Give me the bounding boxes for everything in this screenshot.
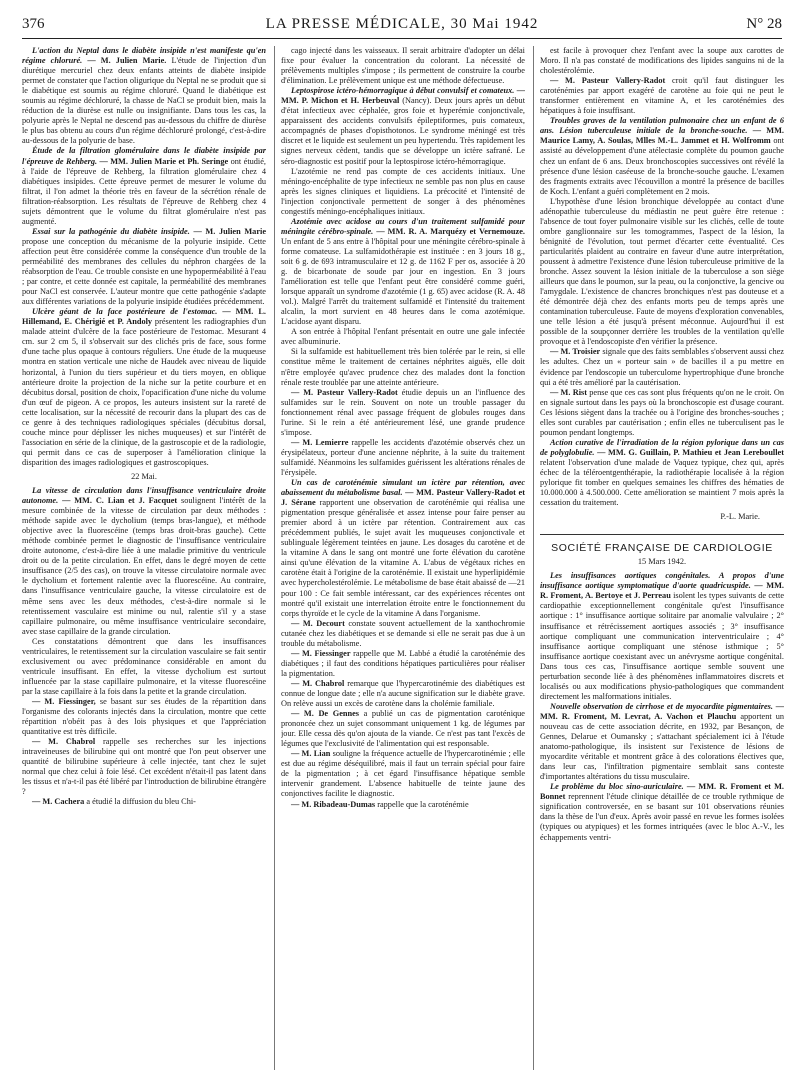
article-body: est facile à provoquer chez l'enfant avec la soupe aux carottes de Moro. Il n'a pas constaté de modifications des lipides sanguins ni de la cholestérolémie. xyxy=(540,46,784,76)
article-paragraph xyxy=(281,167,525,217)
article-paragraph xyxy=(22,737,266,797)
article-body: reprennent l'étude clinique détaillée de ce trouble rythmique de signification controversée, en se basant sur 101 observations réunies dans la thèse de l'un d'eux. Après avoir passé en revue les formes isolées (typiques ou atypiques) et les formes intriquées (avec le bloc A.-V., les échappements ventri- xyxy=(540,792,784,842)
article-authors: — MM. C. Lian et J. Facquet xyxy=(58,496,178,506)
column-1 xyxy=(22,46,266,1070)
article-paragraph xyxy=(540,347,784,387)
article-title: Action curative de l'irradiation de la région pylorique dans un cas de polyglobulie. xyxy=(540,437,784,457)
article-authors: — MM. R. Froment, A. Bertoye et J. Perreau xyxy=(540,581,784,601)
article-authors: — M. Fiessinger xyxy=(291,648,351,658)
session-date: 22 Mai. xyxy=(131,471,157,481)
article-body: souligne la fréquence actuelle de l'hypercarotinémie ; elle est due au régime déséquilibré, mais il faut un terrain spécial pour faire de la pigmentation ; à cet égard l'insuffisance hépatique semble intervenir grandement. L'absence habituelle de teinte jaune des conjonctives facilite le diagnostic. xyxy=(281,749,525,799)
article-title: L'action du Neptal dans le diabète insipide n'est manifeste qu'en régime chloruré. xyxy=(22,46,266,66)
article-paragraph xyxy=(22,697,266,737)
article-paragraph xyxy=(281,347,525,387)
article-paragraph xyxy=(281,46,525,86)
article-title: Nouvelle observation de cirrhose et de myocardite pigmentaires. xyxy=(550,701,773,711)
article-paragraph xyxy=(281,709,525,749)
article-title: Ulcère géant de la face postérieure de l'estomac. xyxy=(32,307,218,317)
article-body: A son entrée à l'hôpital l'enfant présentait en outre une gale infectée avec albuminurie. xyxy=(281,327,525,347)
article-authors: — MM. R. A. Marquézy et Vernemouze. xyxy=(373,226,525,236)
article-body: rappelle que la caroténémie xyxy=(375,799,469,809)
article-body: pense que ces cas sont plus fréquents qu'on ne le croit. On en signale surtout dans les pays où la bronchoscopie est d'usage courant. Ces lésions siègent dans la trachée ou à l'origine des bronches-souches ; elles sont curables par cautérisation ; enfin elles ne tuberculisent pas le poumon pendant longtemps. xyxy=(540,387,784,437)
article-title: Troubles graves de la ventilation pulmonaire chez un enfant de 6 ans. Lésion tuberculeuse initiale de la bronche-souche. xyxy=(540,116,784,136)
article-paragraph xyxy=(540,571,784,702)
article-authors: — M. Chabrol xyxy=(32,737,96,747)
article-authors: — MM. L. Hillemand, E. Chérigié et P. Andoly xyxy=(22,307,266,327)
author-signature: P.-L. Marie. xyxy=(720,512,760,522)
article-body: Un enfant de 5 ans entre à l'hôpital pour une méningite cérébro-spinale à forme comateuse. La sulfamidothérapie est instituée : en 3 jours 18 g., soit 6 g. de 693 intramusculaire et 12 g. de 1162 F per os, associée à 20 g. de bicarbonate de soude par jour en ingestion. En 3 jours l'amélioration est telle que l'enfant peut être considéré comme guéri, lorsque apparaît un syndrome d'azotémie (1 g. 65) avec acidose (R. A. 48 vol.). Malgré l'arrêt du traitement sulfamidé et l'intensité du traitement alcalin, la mort survient en 48 heures dans le coma azotémique. L'acidose ayant disparu. xyxy=(281,236,525,327)
article-paragraph xyxy=(540,702,784,782)
article-body: Si la sulfamide est habituellement très bien tolérée par le rein, si elle constitue même le traitement de certaines néphrites aiguës, elle doit n'être employée qu'avec prudence chez des malades dont la fonction rénale reste troublée par une atteinte antérieure. xyxy=(281,347,525,387)
article-authors: — M. Cachera xyxy=(32,797,85,807)
article-authors: — MM. Maurice Lamy, A. Soulas, Mlles M.-L. Jammet et H. Wolfromm xyxy=(540,126,784,146)
article-body: propose une conception du mécanisme de la polyurie insipide. Cette affection peut être considérée comme la conséquence d'un trouble de la perméabilité des membranes des cellules du néphron chargées de la réabsorption de l'eau. Ce trouble consiste en une hypoperméabilité à l'eau ; par contre, et cette donnée est capitale, la perméabilité des membranes pour NaCl est conservée. L'auteur montre que cette pathogénie s'adapte aux différentes variations de la polyurie insipide étudiées précédemment. xyxy=(22,236,266,307)
issue-number: N° 28 xyxy=(746,16,782,32)
article-authors: — M. De Gennes xyxy=(291,709,360,719)
article-paragraph xyxy=(281,649,525,679)
article-authors: — M. Pasteur Vallery-Radot xyxy=(291,387,398,397)
article-authors: — MM. P. Michon et H. Herbeuval xyxy=(281,86,525,106)
article-paragraph xyxy=(281,217,525,328)
page-header xyxy=(22,14,782,40)
article-paragraph xyxy=(540,76,784,116)
article-authors: — MM. Pasteur Vallery-Radot et J. Sérane xyxy=(281,488,525,508)
article-body: signale que des faits semblables s'observent aussi chez les adultes. Chez un « porteur sain » de bacilles il a pu mettre en évidence par l'endoscopie un tuberculome hypertrophique d'une bronche qui a été très amélioré par la cautérisation. xyxy=(540,347,784,387)
article-authors: — M. Pasteur Vallery-Radot xyxy=(550,76,666,86)
article-body: relatent l'observation d'une malade de Vaquez typique, chez qui, après échec de la téléroentgenthérapie, la radiothérapie localisée à la région pylorique fit tomber en quelques semaines les chiffres des hématies de 10.000.000 à 4.500.000. Cette amélioration se maintient 7 mois après la cessation du traitement. xyxy=(540,457,784,508)
article-paragraph xyxy=(281,438,525,478)
article-authors: — M. Julien Marie xyxy=(189,226,266,236)
article-paragraph xyxy=(540,46,784,76)
article-paragraph xyxy=(281,679,525,709)
article-body: (Nancy). Deux jours après un début d'état infectieux avec céphalée, gros foie et hyperémie conjonctivale, apparaissent des accidents convulsifs épileptiformes, puis comateux, accompagnés de phases d'opisthotonos. Le syndrome méningé est très discret et le liquide est seulement un peu hypertendu. Très rapidement les signes nerveux cèdent, tandis que se développe un ictère safrané. Le séro-diagnostic est positif pour la leptospirose ictéro-hémorragique. xyxy=(281,96,525,166)
article-paragraph xyxy=(281,327,525,347)
article-title: Un cas de caroténémie simulant un ictère par rétention, avec abaissement du métabolisme basal. xyxy=(281,478,525,498)
article-paragraph xyxy=(22,307,266,468)
article-authors: — MM. R. Froment, M. Levrat, A. Vachon et Plauchu xyxy=(540,701,784,721)
article-paragraph xyxy=(281,800,525,810)
article-title: Azotémie avec acidose au cours d'un traitement sulfamidé pour méningite cérébro-spinale. xyxy=(281,216,525,236)
column-2 xyxy=(281,46,525,1070)
article-authors: — M. Ribadeau-Dumas xyxy=(291,799,376,809)
article-paragraph xyxy=(281,86,525,166)
article-title: Le problème du bloc sino-auriculaire. xyxy=(550,782,684,792)
article-body: rappelle que M. Labbé a étudié la caroténémie des diabétiques ; il faut des conditions hépatiques particulières pour réaliser la pigmentation. xyxy=(281,648,525,678)
article-body: rappelle les accidents d'azotémie observés chez un érysipélateux, porteur d'une ancienne néphrite, à la suite du traitement sulfamidé. Néanmoins les sulfamides guérissent les altérations rénales de l'érysipèle. xyxy=(281,437,525,477)
article-body: soulignent l'intérêt de la mesure combinée de la vitesse de circulation par deux méthodes : méthode sapide avec le dycholium (temps bras-langue), et méthode objective avec la fluorescéine (temps bras droit-bras gauche). Cette méthode combinée permet le diagnostic de l'insuffisance ventriculaire droite autonome, c'est-à-dire liée à une maladie primitive du ventricule droit ou de la petite circulation. En effet, dans le degré moyen de cette insuffisance (2/5 des cas), on trouve la vitesse circulatoire normale avec le dycholium et fortement ralentie avec la fluorescéine. Au contraire, dans l'insuffisance ventriculaire gauche, la vitesse circulatoire est de même sens avec les deux méthodes, c'est-à-dire normale si le retentissement vasculaire est minime ou nul, ralentie s'il y a stase capillaire pulmonaire, ou même insuffisance ventriculaire secondaire, avec stase capillaire de la grande circulation. xyxy=(22,496,266,636)
column-3 xyxy=(540,46,784,1070)
article-body: rapportent une observation de caroténémie qui réalisa une pigmentation presque généralisée et assez intense pour faire penser au premier abord à un ictère par rétention. Contrairement aux cas précédemment publiés, le sujet avait les muqueuses conjonctivale et sublinguale légèrement teintées en jaune. Les dosages du carotène et de la vitamine A dans le sang ont montré une forte élévation du carotène ainsi qu'une élévation de la vitamine A. L'abus de végétaux riches en carotène était à l'origine de la caroténémie. Il existait une hyperlipidémie avec hypercholestérolémie. Le métabolisme de base était abaissé de —21 pour 100 : Ce fait semble intéressant, car des expériences récentes ont montré qu'il existait une interrelation étroite entre le fonctionnement du corps thyroïde et le cycle de la vitamine A dans l'organisme. xyxy=(281,498,525,618)
article-title: La vitesse de circulation dans l'insuffisance ventriculaire droite autonome. xyxy=(22,486,266,506)
article-body: cago injecté dans les vaisseaux. Il serait arbitraire d'adopter un délai fixe pour évaluer la concentration du colorant. La nécessité de prélèvements multiples s'impose ; ils permettent de construire la courbe d'élimination. Le prélèvement unique est une méthode défectueuse. xyxy=(281,46,525,86)
article-authors: — M. Julien Marie. xyxy=(82,56,167,66)
society-heading: SOCIÉTÉ FRANÇAISE DE CARDIOLOGIE xyxy=(540,534,784,553)
article-body: remarque que l'hypercarotinémie des diabétiques est connue de longue date ; elle n'a aucune signification sur le diabète grave. On relève aussi un excès de carotène dans la cholémie familiale. xyxy=(281,678,525,709)
article-paragraph xyxy=(540,438,784,508)
article-paragraph xyxy=(281,478,525,619)
article-body: étudie depuis un an l'influence des sulfamides sur le rein. Souvent on note un trouble passager du fonctionnement rénal avec passage fréquent de globules rouges dans l'urine. Si le rein a été antérieurement lésé, une grande prudence s'impose. xyxy=(281,387,525,437)
article-authors: — M. Lemierre xyxy=(291,437,349,447)
article-body: ont étudié, à l'aide de l'épreuve de Rehberg, la filtration glomérulaire chez 4 diabétiques insipides. Cette épreuve permet de mesurer le volume du filtrat, il l'on admet la théorie très en faveur de la sécrétion rénale de filtration-réabsorption. Les résultats de l'épreuve de Rehberg chez 4 sujets démontrent que le volume du filtrat glomérulaire n'est pas augmenté. xyxy=(22,156,266,226)
article-title: Leptospirose ictéro-hémorragique à début convulsif et comateux. xyxy=(291,86,515,96)
article-body: apportent un nouveau cas de cette association décrite, en 1932, par Besançon, de Gennes, Delarue et Oumansky ; s'attachant spécialement ici à l'étude anatomo-pathologique, ils insistent sur l'existence de lésions de myocardite véritable et montrent grâce à des colorations électives que, dans leur cas, l'infiltration pigmentaire semblait sans conteste d'importantes altérations du tissu musculaire. xyxy=(540,711,784,782)
article-authors: — MM. Julien Marie et Ph. Seringe xyxy=(97,156,229,166)
page-number: 376 xyxy=(22,16,45,32)
article-body: croit qu'il faut distinguer les caroténémies par apport exagéré de carotène au foie qui ne peut le transformer entièrement en vitamine A, et les caroténémies des hépatiques à foie insuffisant. xyxy=(540,76,784,116)
article-authors: — M. Lian xyxy=(291,749,331,759)
article-title: Les insuffisances aortiques congénitales. A propos d'une insuffisance aortique symptomatique d'aorte quadricuspide. xyxy=(540,571,784,591)
session-date: 15 Mars 1942. xyxy=(637,557,687,567)
article-authors: — M. Chabrol xyxy=(291,678,345,688)
column-divider xyxy=(274,46,275,1070)
article-body: constate souvent actuellement de la xanthochromie cutanée chez les diabétiques et se demande si elle ne serait pas due à un trouble du métabolisme. xyxy=(281,618,525,648)
article-title: Étude de la filtration glomérulaire dans le diabète insipide par l'épreuve de Rehberg. xyxy=(22,146,266,166)
article-paragraph xyxy=(22,46,266,146)
article-authors: — M. Rist xyxy=(550,387,588,397)
column-divider xyxy=(533,46,534,1070)
article-paragraph xyxy=(540,116,784,196)
article-body: se basant sur ses études de la répartition dans l'organisme des colorants injectés dans la circulation, montre que cette répartition n'obéit pas à des lois physiques et que l'appréciation quantitative est très difficile. xyxy=(22,697,266,737)
article-paragraph xyxy=(540,388,784,438)
article-body: L'hypothèse d'une lésion bronchique développée au contact d'une adénopathie tuberculeuse du médiastin ne peut guère être retenue : l'absence de tout foyer pulmonaire visible sur les clichés, celle de toute ombre ganglionnaire sur les tomogrammes, l'aspect de la lésion, la bénignité de l'évolution, tout permet d'écarter cette éventualité. Ces particularités plaident au contraire en faveur d'une autre interprétation, poussent à admettre l'existence d'une lésion tuberculeuse primitive de la bronche. Assez souvent la lésion initiale de la tuberculose a son siège ailleurs que dans le poumon, sur la peau, ou la conjonctive, la gencive ou l'amygdale. L'existence de chancres bronchiques n'est pas douteuse et a été démontrée déjà chez des enfants morts peu de temps après une contamination tuberculeuse. Faute de moyens d'exploration convenables, une telle lésion a été jusqu'à présent méconnue. Aujourd'hui il est possible de la soupçonner derrière les troubles de la ventilation qu'elle provoque et à l'endoscopiste d'en vérifier la présence. xyxy=(540,196,784,347)
header-rule xyxy=(22,38,782,39)
article-authors: — MM. R. Froment et M. Bonnet xyxy=(540,782,784,802)
article-body: Ces constatations démontrent que dans les insuffisances ventriculaires, le retentissement sur la circulation vasculaire se fait sentir exclusivement ou avec prédominance considérable en amont du ventricule insuffisant. En effet, la vitesse dycholium est surtout influencée par la stase capillaire pulmonaire, et la vitesse fluorescéine par la stase capillaire à la fois dans la petite et la grande circulation. xyxy=(22,636,266,696)
article-paragraph xyxy=(281,388,525,438)
article-authors: — MM. G. Guillain, P. Mathieu et Jean Lereboullet xyxy=(594,447,784,457)
article-paragraph xyxy=(22,146,266,226)
article-title: Essai sur la pathogénie du diabète insipide. xyxy=(32,226,190,236)
article-paragraph xyxy=(281,619,525,649)
article-body: ont assisté au développement d'une atélectasie complète du poumon gauche chez un enfant de 6 ans. Deux bronchoscopies successives ont révélé la présence d'une lésion caséeuse de la bronche-souche gauche. L'examen des fragments extraits avec l'écouvillon a montré la présence de bacilles de Koch. L'enfant a guéri complètement en 2 mois. xyxy=(540,136,784,196)
article-paragraph xyxy=(22,797,266,807)
article-body: a publié un cas de pigmentation caroténique prononcée chez un sujet consommant uniquement 1 kg. de légumes par jour. Elle cessa dès qu'on ajouta de la viande. Ce n'est pas tant l'excès de légumes que l'exclusivité de l'alimentation qui est responsable. xyxy=(281,709,525,749)
article-paragraph xyxy=(281,749,525,799)
article-paragraph xyxy=(22,227,266,307)
article-body: rappelle ses recherches sur les injections intraveineuses de bilirubine qui ont montré que l'on peut observer une quantité de bilirubine supérieure à celle injectée, tant chez le sujet normal que chez celui à foie lésé. Cet excédent n'était-il pas latent dans les tissus et n'a-t-il pas été libéré par l'introduction de bilirubine étrangère ? xyxy=(22,737,266,797)
article-paragraph xyxy=(22,486,266,637)
article-body: L'azotémie ne rend pas compte de ces accidents initiaux. Une méningo-encéphalite de type infectieux ne semble pas non plus en cause après les signes cliniques et liquidiens. La précocité et l'intensité de l'injection conjonctivale permettent de songer à des phénomènes congestifs méningo-encéphaliques initiaux. xyxy=(281,166,525,216)
article-body: présentent les radiographies d'un malade atteint d'ulcère de la face postérieure de l'estomac. Mesurant 4 cm. sur 2 cm 5, il s'observait sur des clichés pris de face, sous forme d'une tache plus opaque à contours réguliers. Une étude de la muqueuse montra en station verticale une niche de Haudek avec niveau de liquide horizontal, à l'union du tiers supérieur et du tiers moyen, en oblique antérieure droite la projection de la niche sur la petite courbure et en décubitus dorsal, position de choix, l'opacification d'une niche du volume d'un œuf de pigeon. A ce propos, les auteurs insistent sur la rareté de cette localisation, sur la nécessité de recourir dans la plupart des cas de ce genre à des techniques radiologiques spéciales (décubitus dorsal, couche mince pour déplisser les niches muqueuses) et sur l'intérêt de l'association en série de la clinique, de la gastroscopie et de la radiologie, qui permit dans ce cas de superposer à l'amélioration clinique la disparition des images radiologiques et gastroscopiques. xyxy=(22,317,266,467)
article-body: isolent les types suivants de cette cardiopathie exceptionnellement congénitale qu'est l'insuffisance aortique : 1° insuffisance aortique solitaire par anomalie valvulaire ; 2° insuffisance et rétrécissement aortiques associés ; 3° insuffisance aortique compliquant une communication interventriculaire ; 4° insuffisance aortique compliquant une sténose isthmique ; 5° insuffisance aortique coexistant avec un anévrysme aortique congénital. Dans tous ces cas, l'insuffisance aortique semble souvent une perturbation seconde liée à des phénomènes inflammatoires discrets et localisés ou aux modifications physio-pathologiques que commandent directement les malformations initiales. xyxy=(540,591,784,701)
article-authors: — M. Fiessinger, xyxy=(32,697,96,706)
article-authors: — M. Decourt xyxy=(291,618,345,628)
journal-title: LA PRESSE MÉDICALE, 30 Mai 1942 xyxy=(265,16,539,32)
article-body: L'étude de l'injection d'un diurétique mercuriel chez deux enfants atteints de diabète insipide permet de constater que l'action oligurique du Neptal ne se produit que si le diabétique est soumis au régime chloruré. Quand le diabétique est soumis au régime déchloruré, la chasse de NaCl se produit bien, mais la réduction de la diurèse est nulle ou insignifiante. Dans tous les cas, la polyurie après le Neptal ne descend pas au-dessous du chiffre de diurèse le plus bas obtenu au cours d'un régime déchloruré prolongé, c'est-à-dire au-dessous de la polyurie de base. xyxy=(22,56,266,146)
article-body: a étudié la diffusion du bleu Chi- xyxy=(84,797,196,807)
article-authors: — M. Troisier xyxy=(550,347,601,357)
article-paragraph xyxy=(540,782,784,842)
article-paragraph xyxy=(22,637,266,697)
article-paragraph xyxy=(540,197,784,348)
